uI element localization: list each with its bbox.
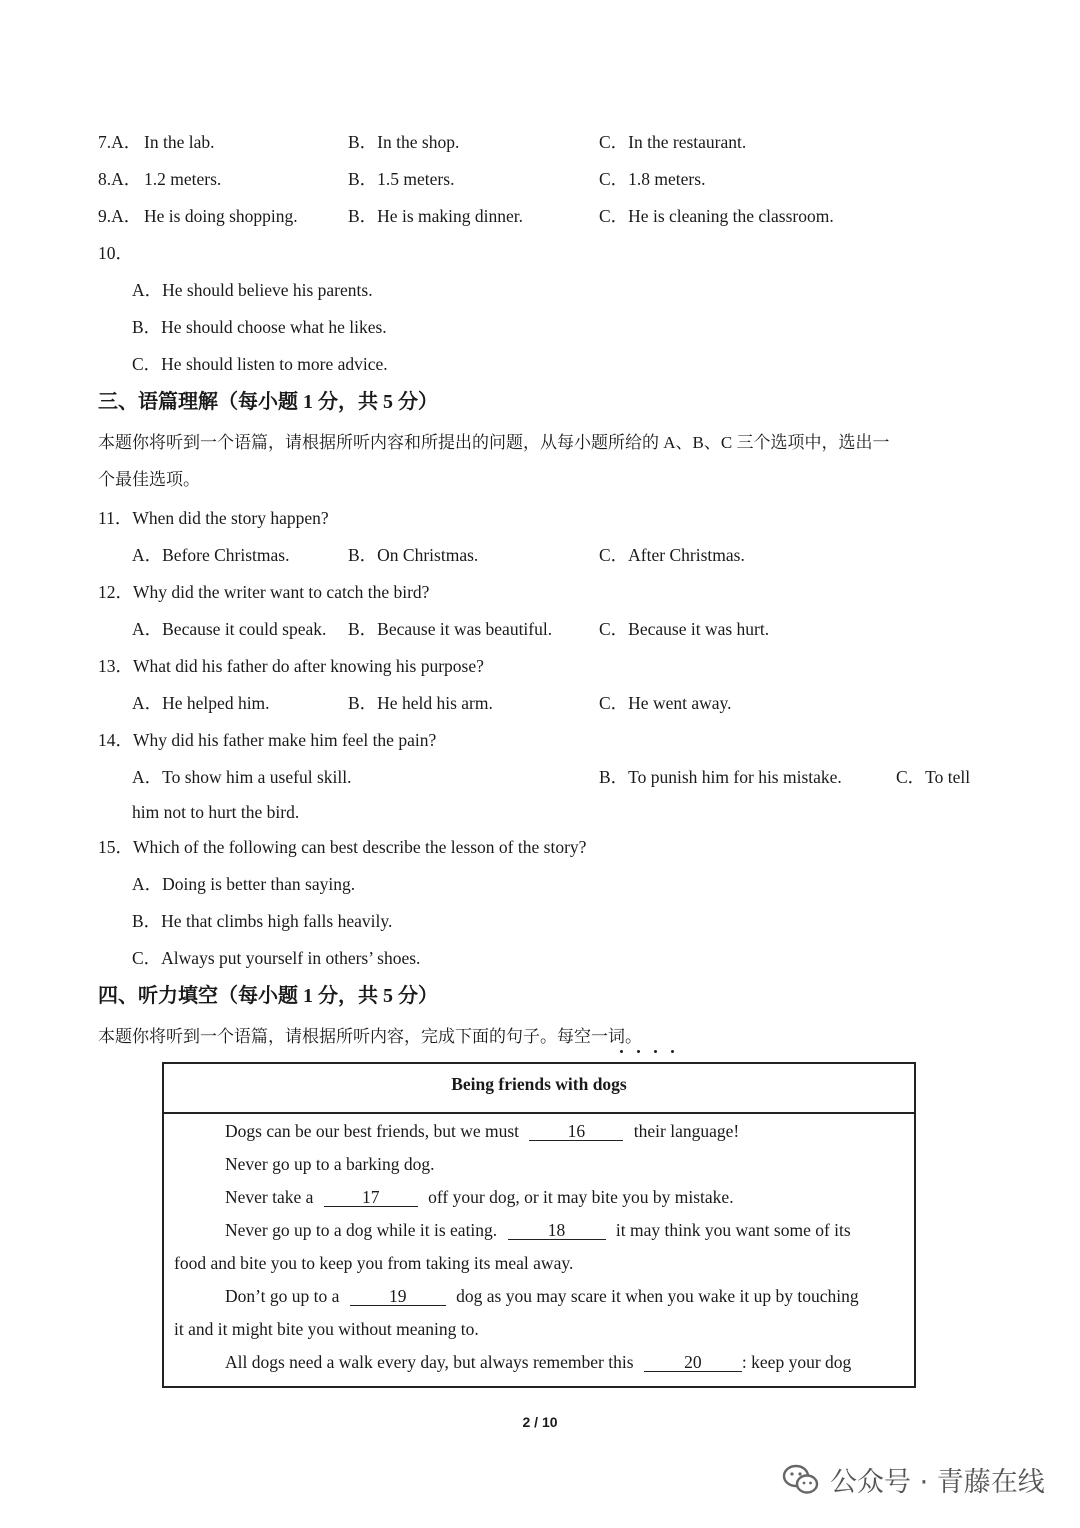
- q15-option-c: C．Always put yourself in others’ shoes.: [132, 948, 421, 968]
- passage-text: All dogs need a walk every day, but always remember this: [225, 1352, 634, 1372]
- q14-question: 14．Why did his father make him feel the pain?: [98, 730, 437, 750]
- emphasis-dot: [671, 1050, 674, 1053]
- passage-line-8: [225, 1351, 851, 1373]
- q8-option-b: B．1.5 meters.: [348, 169, 455, 189]
- passage-text: dog as you may scare it when you wake it up by touching: [456, 1286, 859, 1306]
- section3-title: 三、语篇理解（每小题 1 分，共 5 分）: [98, 391, 438, 413]
- passage-box: [162, 1062, 916, 1388]
- q14-option-a: A．To show him a useful skill.: [132, 767, 352, 787]
- passage-text: Never take a: [225, 1187, 314, 1207]
- blank-20[interactable]: 20: [644, 1353, 742, 1372]
- q11-option-c: C．After Christmas.: [599, 545, 745, 565]
- watermark: [782, 1460, 1045, 1499]
- q7-option-a: In the lab.: [144, 132, 215, 152]
- q14-option-c: C．To tell: [896, 767, 971, 787]
- passage-text: Never go up to a dog while it is eating.: [225, 1220, 498, 1240]
- passage-text: Don’t go up to a: [225, 1286, 340, 1306]
- q14-option-b: B．To punish him for his mistake.: [599, 767, 842, 787]
- q8-option-a: 1.2 meters.: [144, 169, 222, 189]
- q8-option-c: C．1.8 meters.: [599, 169, 706, 189]
- passage-title: Being friends with dogs: [164, 1064, 914, 1114]
- q8-number: 8.A．: [98, 169, 142, 189]
- passage-line-2: Never go up to a barking dog.: [225, 1154, 435, 1174]
- q12-question: 12．Why did the writer want to catch the bird?: [98, 582, 430, 602]
- emphasis-dot: [654, 1050, 657, 1053]
- page-number: 2 / 10: [522, 1414, 558, 1430]
- q11-option-a: A．Before Christmas.: [132, 545, 290, 565]
- section3-instructions-line2: 个最佳选项。: [98, 470, 200, 489]
- q13-option-a: A．He helped him.: [132, 693, 270, 713]
- wechat-icon: [782, 1464, 820, 1496]
- passage-text: their language!: [633, 1121, 740, 1141]
- q13-option-c: C．He went away.: [599, 693, 732, 713]
- q7-option-b: B．In the shop.: [348, 132, 460, 152]
- q10-option-c: C．He should listen to more advice.: [132, 354, 388, 374]
- q11-question: 11．When did the story happen?: [98, 508, 329, 528]
- q10-option-a: A．He should believe his parents.: [132, 280, 373, 300]
- passage-line-3: [225, 1186, 734, 1208]
- q13-option-b: B．He held his arm.: [348, 693, 493, 713]
- section4-instructions: 本题你将听到一个语篇，请根据所听内容，完成下面的句子。每空一词。: [98, 1027, 642, 1046]
- q9-option-c: C．He is cleaning the classroom.: [599, 206, 834, 226]
- blank-17[interactable]: 17: [324, 1188, 418, 1207]
- q7-number: 7.A．: [98, 132, 142, 152]
- q10-option-b: B．He should choose what he likes.: [132, 317, 387, 337]
- section4-title: 四、听力填空（每小题 1 分，共 5 分）: [98, 985, 438, 1007]
- q9-option-b: B．He is making dinner.: [348, 206, 523, 226]
- q10-number: 10．: [98, 243, 133, 263]
- passage-line-1: [225, 1120, 739, 1142]
- q12-option-c: C．Because it was hurt.: [599, 619, 770, 639]
- q12-option-a: A．Because it could speak.: [132, 619, 327, 639]
- emphasis-dot: [637, 1050, 640, 1053]
- q15-option-a: A．Doing is better than saying.: [132, 874, 356, 894]
- blank-19[interactable]: 19: [350, 1287, 446, 1306]
- q12-option-b: B．Because it was beautiful.: [348, 619, 553, 639]
- blank-16[interactable]: 16: [529, 1122, 623, 1141]
- q7-option-c: C．In the restaurant.: [599, 132, 747, 152]
- passage-text: : keep your dog: [741, 1352, 852, 1372]
- q9-option-a: He is doing shopping.: [144, 206, 298, 226]
- passage-line-5: food and bite you to keep you from taking its meal away.: [174, 1253, 574, 1273]
- passage-text: off your dog, or it may bite you by mistake.: [428, 1187, 734, 1207]
- q13-question: 13．What did his father do after knowing his purpose?: [98, 656, 484, 676]
- emphasis-dot: [620, 1050, 623, 1053]
- blank-18[interactable]: 18: [508, 1221, 606, 1240]
- passage-line-4: [225, 1219, 851, 1241]
- q15-option-b: B．He that climbs high falls heavily.: [132, 911, 393, 931]
- passage-text: it may think you want some of its: [615, 1220, 851, 1240]
- section3-instructions-line1: 本题你将听到一个语篇，请根据所听内容和所提出的问题，从每小题所给的 A、B、C 三个选项中，选出一: [98, 433, 890, 452]
- watermark-text: 公众号 · 青藤在线: [830, 1467, 1045, 1498]
- passage-line-7: it and it might bite you without meaning to.: [174, 1319, 479, 1339]
- q9-number: 9.A．: [98, 206, 142, 226]
- q14-option-c-continued: him not to hurt the bird.: [132, 802, 300, 822]
- passage-text: Dogs can be our best friends, but we must: [225, 1121, 520, 1141]
- q11-option-b: B．On Christmas.: [348, 545, 479, 565]
- q15-question: 15．Which of the following can best describe the lesson of the story?: [98, 837, 587, 857]
- passage-line-6: [225, 1285, 859, 1307]
